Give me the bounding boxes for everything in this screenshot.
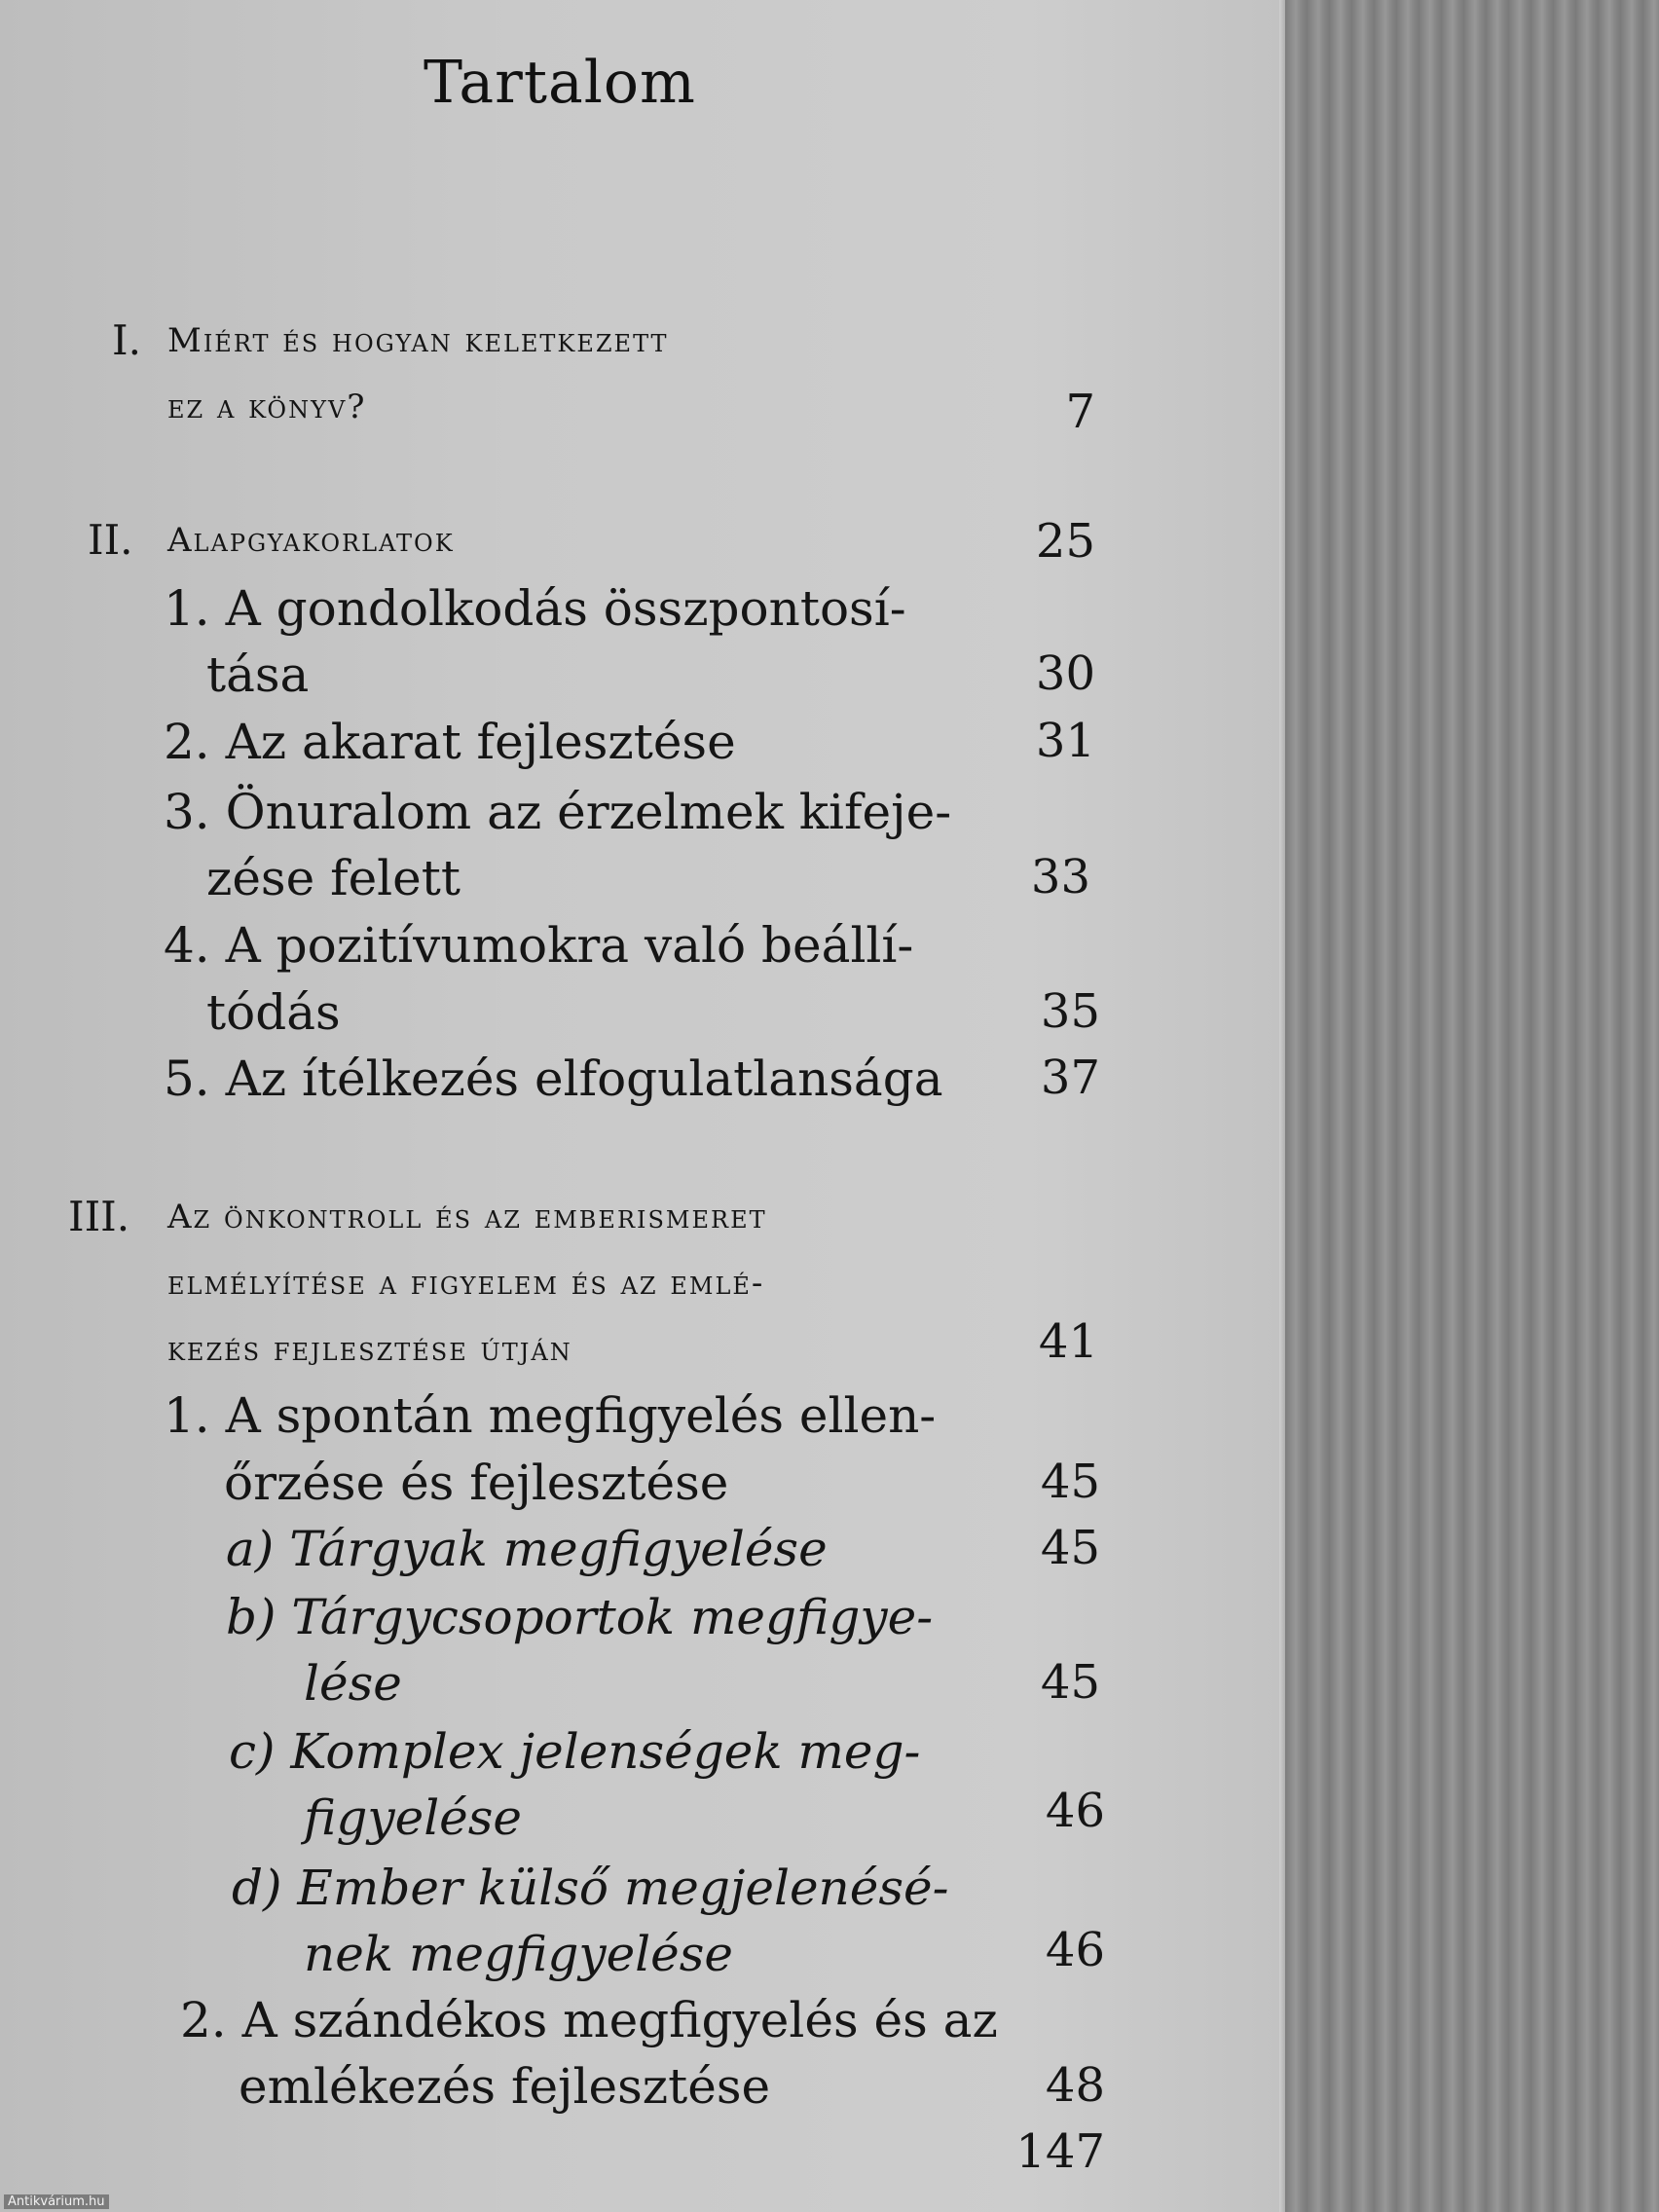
section-3-1a: a) Tárgyak megfigyelése [226, 1521, 828, 1577]
section-3-1-line2: őrzése és fejlesztése [224, 1455, 729, 1511]
section-2-1-line1: 1. A gondolkodás összpontosí- [164, 580, 906, 637]
section-3-1d-page: 46 [1045, 1923, 1105, 1977]
chapter-3-page: 41 [1038, 1314, 1098, 1369]
chapter-1-title-line1: Miért és hogyan keletkezett [167, 321, 669, 360]
watermark: Antikvárium.hu [4, 2194, 109, 2209]
chapter-3-title-line3: kezés fejlesztése útján [167, 1330, 572, 1369]
section-2-5-page: 37 [1040, 1051, 1100, 1105]
section-2-5: 5. Az ítélkezés elfogulatlansága [164, 1051, 943, 1107]
chapter-1-title-line2: ez a könyv? [167, 387, 367, 426]
section-2-1-page: 30 [1035, 646, 1095, 701]
section-2-2: 2. Az akarat fejlesztése [164, 714, 736, 770]
section-3-1d-line2: nek megfigyelése [304, 1926, 734, 1982]
section-2-3-page: 33 [1030, 850, 1090, 904]
section-3-1b-line2: lése [304, 1655, 402, 1712]
section-3-2-page: 48 [1045, 2058, 1105, 2113]
section-3-1-page: 45 [1040, 1455, 1100, 1509]
chapter-3-title-line1: Az önkontroll és az emberismeret [167, 1198, 767, 1236]
section-2-4-line2: tódás [206, 984, 341, 1041]
chapter-3-title-line2: elmélyítése a figyelem és az emlé- [167, 1264, 765, 1303]
section-3-1b-line1: b) Tárgycsoportok megfigye- [226, 1589, 934, 1645]
section-2-4-page: 35 [1040, 984, 1100, 1039]
section-3-1c-page: 46 [1045, 1784, 1105, 1838]
section-2-3-line2: zése felett [206, 850, 461, 906]
section-3-2-line2: emlékezés fejlesztése [239, 2058, 771, 2115]
section-2-1-line2: tása [206, 646, 310, 703]
section-3-1a-page: 45 [1040, 1521, 1100, 1575]
chapter-2-page: 25 [1035, 514, 1095, 569]
section-3-1b-page: 45 [1040, 1655, 1100, 1710]
chapter-2-title: Alapgyakorlatok [167, 521, 455, 560]
section-2-2-page: 31 [1035, 714, 1095, 768]
chapter-2-number: II. [88, 516, 133, 564]
chapter-1-page: 7 [1065, 385, 1095, 439]
section-3-1c-line2: figyelése [304, 1789, 523, 1846]
chapter-1-number: I. [112, 316, 141, 364]
section-3-1-line1: 1. A spontán megfigyelés ellen- [164, 1387, 937, 1444]
page-title: Tartalom [424, 49, 696, 117]
section-2-4-line1: 4. A pozitívumokra való beállí- [164, 917, 914, 974]
section-3-1d-line1: d) Ember külső megjelenésé- [232, 1860, 949, 1916]
section-3-1c-line1: c) Komplex jelenségek meg- [229, 1723, 921, 1780]
adjacent-page-background [1285, 0, 1659, 2212]
page-number: 147 [1015, 2124, 1105, 2179]
section-3-2-line1: 2. A szándékos megfigyelés és az [180, 1992, 998, 2048]
section-2-3-line1: 3. Önuralom az érzelmek kifeje- [164, 784, 952, 840]
chapter-3-number: III. [68, 1193, 130, 1240]
